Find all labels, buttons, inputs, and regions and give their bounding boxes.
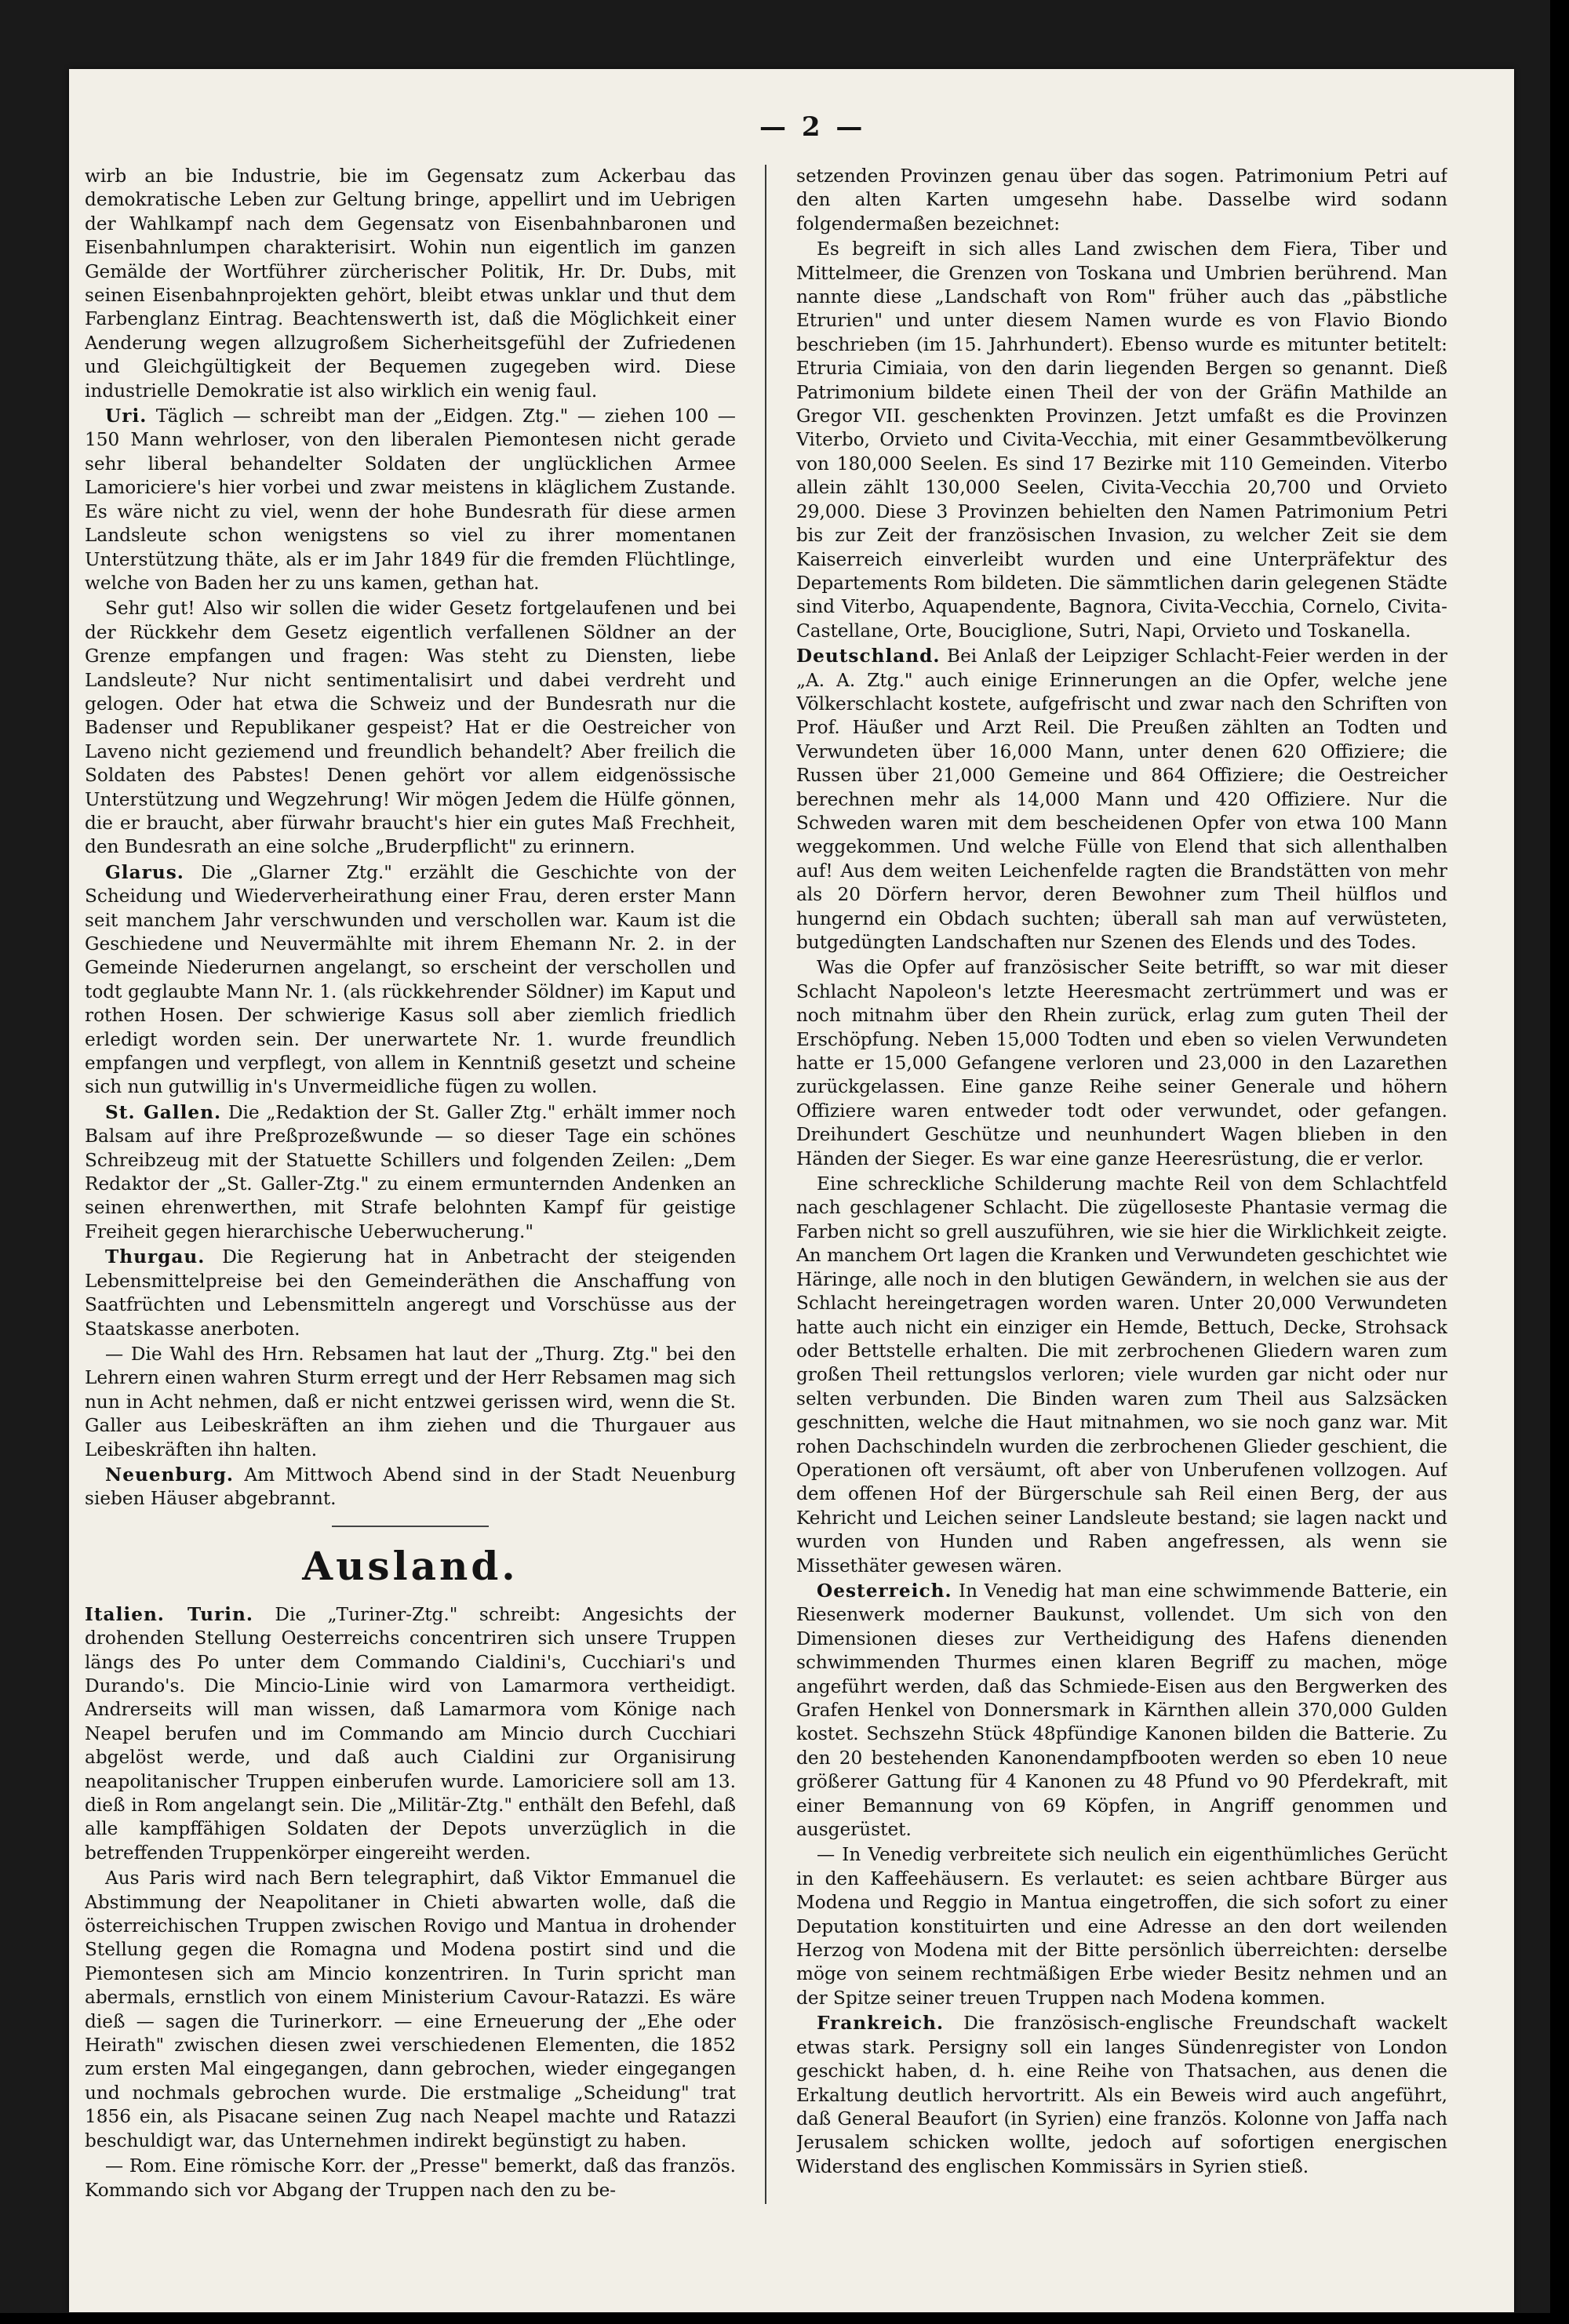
dateline-label: Neuenburg.: [105, 1464, 234, 1486]
article-paragraph: [796, 165, 1447, 236]
article-paragraph: [85, 165, 736, 403]
article-paragraph: [796, 1173, 1447, 1578]
article-paragraph: [796, 956, 1447, 1171]
paragraph-text: Eine schreckliche Schilderung machte Reil von dem Schlachtfeld nach geschlagener Schlacht. Die zügelloseste Phantasie vermag die Farben nicht so grell auszuführen, wie sie hier die Wirklichkeit zeigte. An manchem Ort lagen die Kranken und Verwundeten geschichtet wie Häringe, alle noch in den blutigen Gewändern, in welchen sie aus der Schlacht hereingetragen worden waren. Unter 20,000 Verwundeten hatte auch nicht ein einziger ein Hemde, Bettuch, Decke, Strohsack oder Bettstelle erhalten. Die mit zerbrochenen Gliedern waren zum großen Theil rettungslos verloren; viele wurden gar nicht oder nur selten verbunden. Die Binden waren zum Theil aus Salzsäcken geschnitten, welche die Haut mitnahmen, wo sie noch ganz war. Mit rohen Dachschindeln wurden die zerbrochenen Glieder geschient, die Operationen oft versäumt, oft aber von Unberufenen vollzogen. Auf dem offenen Hof der Bürgerschule sah Reil einen Berg, der aus Kehricht und Leichen seiner Landsleute bestand; sie lagen nackt und wurden von Hunden und Raben angefressen, als wenn sie Missethäter gewesen wären.: [796, 1173, 1447, 1577]
article-paragraph: [85, 597, 736, 859]
paragraph-text: — In Venedig verbreitete sich neulich ein eigenthümliches Gerücht in den Kaffeehäusern. Es verlautet: es seien achtbare Bürger aus Modena und Reggio in Mantua eingetroffen, die sich sofort zu einer Deputation konstituirten und eine Adresse an den dort weilenden Herzog von Modena mit der Bitte persönlich überreichten: derselbe möge von seinem rechtmäßigen Erbe wieder Besitz nehmen und an der Spitze seiner treuen Truppen nach Modena kommen.: [796, 1844, 1447, 2009]
paragraph-text: Es begreift in sich alles Land zwischen dem Fiera, Tiber und Mittelmeer, die Grenzen von Toskana und Umbrien berührend. Man nannte diese „Landschaft von Rom" früher auch das „päbstliche Etrurien" und unter diesem Namen wurde es von Flavio Biondo beschrieben (im 15. Jahrhundert). Ebenso wurde es mitunter betitelt: Etruria Cimiaia, von den darin liegenden Bergen so genannt. Dieß Patrimonium bildete einen Theil der von der Gräfin Mathilde an Gregor VII. geschenkten Provinzen. Jetzt umfaßt es die Provinzen Viterbo, Orvieto und Civita-Vecchia, mit einer Gesammtbevölkerung von 180,000 Seelen. Es sind 17 Bezirke mit 110 Gemeinden. Viterbo allein zählt 130,000 Seelen, Civita-Vecchia 20,700 und Orvieto 29,000. Diese 3 Provinzen behielten den Namen Patrimonium Petri bis zur Zeit der französischen Invasion, zu welcher Zeit sie dem Kaiserreich einverleibt wurden und eine Unterpräfektur des Departements Rom bildeten. Die sämmtlichen darin gelegenen Städte sind Viterbo, Aquapendente, Bagnora, Civita-Vecchia, Cornelo, Civita-Castellane, Orte, Bouciglione, Sutri, Napi, Orvieto und Toskanella.: [796, 238, 1447, 642]
dateline-label: Oesterreich.: [817, 1580, 952, 1602]
left-articles: [85, 165, 736, 1511]
column-divider: [765, 165, 766, 2204]
paragraph-text: Täglich — schreibt man der „Eidgen. Ztg." — ziehen 100 — 150 Mann wehrloser, von den liberalen Piemontesen nicht gerade sehr liberal behandelter Soldaten der unglücklichen Armee Lamoriciere's hier vorbei und zwar meistens in kläglichem Zustande. Es wäre nicht zu viel, wenn der hohe Bundesrath für diese armen Landsleute schon wenigstens so viel zu ihrer momentanen Unterstützung thäte, als er im Jahr 1849 für die fremden Flüchtlinge, welche von Baden her zu uns kamen, gethan hat.: [85, 406, 736, 594]
article-paragraph: [796, 2012, 1447, 2179]
paragraph-text: setzenden Provinzen genau über das sogen. Patrimonium Petri auf den alten Karten umgesehn habe. Dasselbe wird sodann folgendermaßen bezeichnet:: [796, 165, 1447, 235]
dateline-label: Italien. Turin.: [85, 1603, 253, 1625]
paragraph-text: Die Regierung hat in Anbetracht der steigenden Lebensmittelpreise bei den Gemeinderäthen die Anschaffung von Saatfrüchten und Lebensmitteln angeregt und Vorschüsse aus der Staatskasse anerboten.: [85, 1246, 736, 1340]
scan-border-right: [1550, 0, 1569, 2324]
article-paragraph: [796, 1843, 1447, 2010]
article-paragraph: [85, 1603, 736, 1865]
article-paragraph: [85, 1464, 736, 1511]
paragraph-text: wirb an bie Industrie, bie im Gegensatz zum Ackerbau das demokratische Leben zur Geltung bringe, appellirt und im Uebrigen der Wahlkampf nach dem Gegensatz von Eisenbahnbaronen und Eisenbahnlumpen charakterisirt. Wohin nun eigentlich im ganzen Gemälde der Wortführer zürcherischer Politik, Hr. Dr. Dubs, mit seinen Eisenbahnprojekten gehört, bleibt etwas unklar und thut dem Farbenglanz Eintrag. Beachtenswerth ist, daß die Möglichkeit einer Aenderung wegen allzugroßem Sicherheitsgefühl der Zufriedenen und Gleichgültigkeit der Bequemen zugegeben wird. Diese industrielle Demokratie ist also wirklich ein wenig faul.: [85, 165, 736, 402]
article-paragraph: [85, 2155, 736, 2202]
left-column: [85, 165, 736, 2282]
paragraph-text: Aus Paris wird nach Bern telegraphirt, daß Viktor Emmanuel die Abstimmung der Neapolitaner in Chieti abwarten wolle, daß die österreichischen Truppen zwischen Rovigo und Mantua in drohender Stellung gegen die Romagna und Modena postirt sind und die Piemontesen sich am Mincio konzentriren. In Turin spricht man abermals, ernstlich von einem Ministerium Cavour-Ratazzi. Es wäre dieß — sagen die Turinerkorr. — eine Erneuerung der „Ehe oder Heirath" zwischen diesen zwei verschiedenen Elementen, die 1852 zum ersten Mal eingegangen, dann gebrochen, wieder eingegangen und nochmals gebrochen wurde. Die erstmalige „Scheidung" trat 1856 ein, als Pisacane seinen Zug nach Neapel machte und Ratazzi beschuldigt war, das Unternehmen indirekt begünstigt zu haben.: [85, 1868, 736, 2151]
article-paragraph: [85, 405, 736, 595]
dateline-label: Glarus.: [105, 861, 184, 883]
section-rule: [332, 1526, 489, 1527]
article-paragraph: [85, 1246, 736, 1341]
paragraph-text: Die „Glarner Ztg." erzählt die Geschichte von der Scheidung und Wiederverheirathung einer Frau, deren erster Mann seit manchem Jahr verschwunden und verschollen war. Kaum ist die Geschiedene und Neuvermählte mit ihrem Ehemann Nr. 2. in der Gemeinde Niederurnen angelangt, so erscheint der verschollen und todt geglaubte Mann Nr. 1. (als rückkehrender Söldner) im Kaput und rothen Hosen. Der schwierige Kasus soll aber ziemlich friedlich erledigt worden sein. Der unerwartete Nr. 1. wurde freundlich empfangen und verpflegt, von allem in Kenntniß gesetzt und scheine sich nun gutwillig in's Unvermeidliche fügen zu wollen.: [85, 861, 736, 1098]
right-column: [796, 165, 1447, 2282]
dateline-label: Frankreich.: [817, 2013, 945, 2035]
article-paragraph: [85, 1867, 736, 2153]
paragraph-text: Die „Redaktion der St. Galler Ztg." erhält immer noch Balsam auf ihre Preßprozeßwunde — so dieser Tage ein schönes Schreibzeug mit der Statuette Schillers und folgenden Zeilen: „Dem Redaktor der „St. Galler-Ztg." zu einem ermunternden Andenken an seinen ehrenwerthen, mit Strafe belohnten Kampf für geistige Freiheit gegen hierarchische Ueberwucherung.": [85, 1101, 736, 1242]
article-paragraph: [85, 1343, 736, 1462]
scan-border-bottom: [0, 2313, 1569, 2324]
paragraph-text: Bei Anlaß der Leipziger Schlacht-Feier werden in der „A. A. Ztg." auch einige Erinnerungen an die Opfer, welche jene Völkerschlacht kostete, aufgefrischt und zwar nach den Schriften von Prof. Häußer und Arzt Reil. Die Preußen zählten an Todten und Verwundeten über 16,000 Mann, unter denen 620 Offiziere; die Russen über 21,000 Gemeine und 864 Offiziere; die Oestreicher berechnen mehr als 14,000 Mann und 420 Offiziere. Nur die Schweden waren mit dem bescheidenen Opfer von etwa 100 Mann weggekommen. Und welche Fülle von Elend that sich allenthalben auf! Aus dem weiten Leichenfelde ragten die Brandstätten von mehr als 20 Dörfern hervor, deren Bewohner zum Theil hülflos und hungernd ein Obdach suchten; überall sah man auf verwüsteten, butgedüngten Landschaften nur Szenen des Elends und des Todes.: [796, 646, 1447, 953]
paragraph-text: Am Mittwoch Abend sind in der Stadt Neuenburg sieben Häuser abgebrannt.: [85, 1464, 736, 1510]
article-paragraph: [85, 861, 736, 1100]
article-paragraph: [796, 238, 1447, 643]
page-number: — 2 —: [759, 111, 866, 143]
right-articles: [796, 165, 1447, 2179]
paragraph-text: Die französisch-englische Freundschaft wackelt etwas stark. Persigny soll ein langes Sündenregister von London geschickt haben, d. h. eine Reihe von Thatsachen, aus denen die Erkaltung deutlich hervortritt. Als ein Beweis wird auch angeführt, daß General Beaufort (in Syrien) eine französ. Kolonne von Jaffa nach Jerusalem schicken wollte, jedoch auf sofortigen energischen Widerstand des englischen Kommissärs in Syrien stieß.: [796, 2013, 1447, 2177]
ausland-articles: [85, 1603, 736, 2202]
section-title-ausland: Ausland.: [302, 1542, 519, 1589]
paragraph-text: Die „Turiner-Ztg." schreibt: Angesichts der drohenden Stellung Oesterreichs concentriren sich unsere Truppen längs des Po unter dem Commando Cialdini's, Cucchiari's und Durando's. Die Mincio-Linie wird von Lamarmora vertheidigt. Andrerseits will man wissen, daß Lamarmora vom Könige nach Neapel berufen und im Commando am Mincio durch Cucchiari abgelöst werde, und daß auch Cialdini zur Organisirung neapolitanischer Truppen einberufen wurde. Lamoriciere soll am 13. dieß in Rom angelangt sein. Die „Militär-Ztg." enthält den Befehl, daß alle kampffähigen Soldaten der Depots unverzüglich in die betreffenden Truppenkörper eingereiht werden.: [85, 1603, 736, 1864]
dateline-label: Deutschland.: [796, 646, 941, 667]
dateline-label: St. Gallen.: [105, 1101, 222, 1123]
article-paragraph: [796, 1580, 1447, 1842]
paragraph-text: — Die Wahl des Hrn. Rebsamen hat laut der „Thurg. Ztg." bei den Lehrern einen wahren Sturm erregt und der Herr Rebsamen mag sich nun in Acht nehmen, daß er nicht entzwei gerissen wird, wenn die St. Galler aus Leibeskräften an ihm ziehen und die Thurgauer aus Leibeskräften ihn halten.: [85, 1343, 736, 1460]
dateline-label: Thurgau.: [105, 1246, 206, 1268]
paragraph-text: — Rom. Eine römische Korr. der „Presse" bemerkt, daß das französ. Kommando sich vor Abgang der Truppen nach den zu be-: [85, 2155, 736, 2201]
article-paragraph: [796, 645, 1447, 955]
article-paragraph: [85, 1101, 736, 1244]
paragraph-text: Sehr gut! Also wir sollen die wider Gesetz fortgelaufenen und bei der Rückkehr dem Gesetz eigentlich verfallenen Söldner an der Grenze empfangen und fragen: Was steht zu Diensten, liebe Landsleute? Nur nicht sentimentalisirt und dabei verdreht und gelogen. Oder hat etwa die Schweiz und der Bundesrath nur die Badenser und Republikaner gespeist? Hat er die Oestreicher von Laveno nicht geziemend und freundlich behandelt? Aber freilich die Soldaten des Pabstes! Denen gehört vor allem eidgenössische Unterstützung und Wegzehrung! Wir mögen Jedem die Hülfe gönnen, die er braucht, aber fürwahr braucht's hier ein gutes Maß Frechheit, den Bundesrath an eine solche „Bruderpflicht" zu erinnern.: [85, 598, 736, 858]
paragraph-text: Was die Opfer auf französischer Seite betrifft, so war mit dieser Schlacht Napoleon's letzte Heeresmacht zertrümmert und was er noch mitnahm über den Rhein zurück, erlag zum guten Theil der Erschöpfung. Neben 15,000 Todten und eben so vielen Verwundeten hatte er 15,000 Gefangene verloren und 23,000 in den Lazarethen zurückgelassen. Eine ganze Reihe seiner Generale und höhern Offiziere waren entweder todt oder verwundet, oder gefangen. Dreihundert Geschütze und neunhundert Wagen blieben in den Händen der Sieger. Es war eine ganze Heeresrüstung, die er verlor.: [796, 957, 1447, 1169]
dateline-label: Uri.: [105, 406, 147, 427]
paragraph-text: In Venedig hat man eine schwimmende Batterie, ein Riesenwerk moderner Baukunst, vollendet. Um sich von den Dimensionen dieses zur Vertheidigung des Hafens dienenden schwimmenden Thurmes einen klaren Begriff zu machen, möge angeführt werden, daß das Schmiede-Eisen aus den Bergwerken des Grafen Henkel von Donnersmark in Kärnthen allein 370,000 Gulden kostet. Sechszehn Stück 48pfündige Kanonen bilden die Batterie. Zu den 20 bestehenden Kanonendampfbooten werden so eben 10 neue größerer Gattung für 4 Kanonen zu 48 Pfund vo 90 Pferdekraft, mit einer Bemannung von 69 Köpfen, in Angriff genommen und ausgerüstet.: [796, 1580, 1447, 1841]
